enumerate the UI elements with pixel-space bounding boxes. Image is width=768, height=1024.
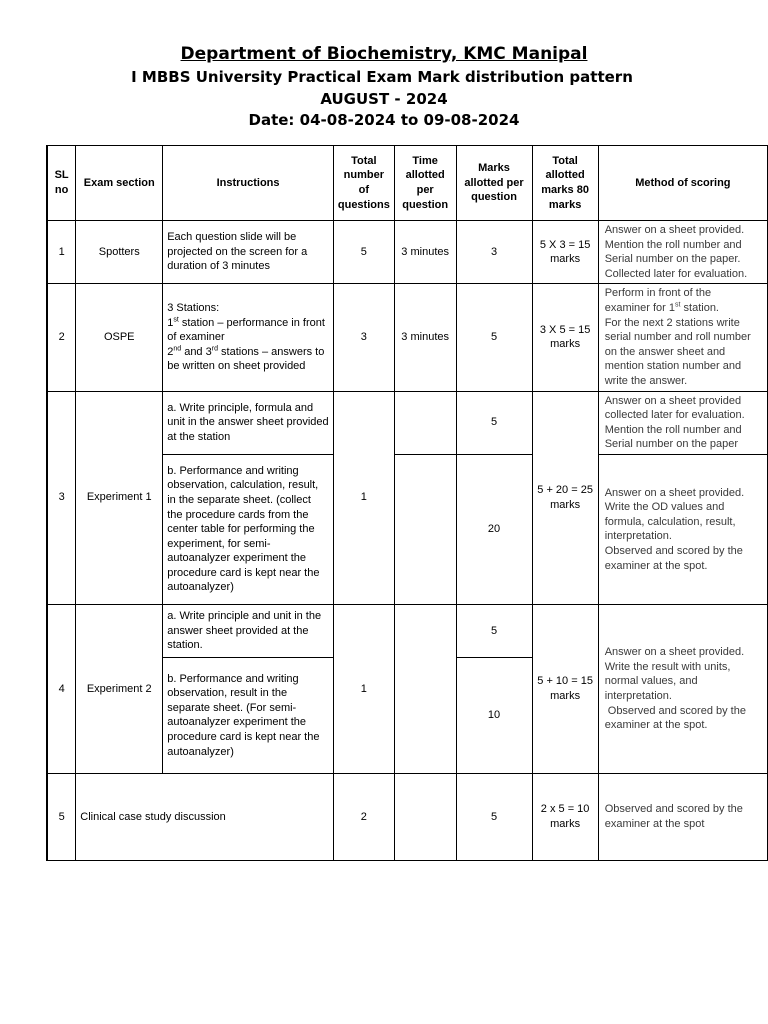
cell-marks: 5 (456, 773, 532, 860)
cell-method-b (598, 454, 767, 604)
cell-time (394, 604, 456, 773)
col-header-total-questions: Total number of questions (333, 146, 394, 221)
cell-method (598, 773, 767, 860)
method-line: For the next 2 stations write (604, 316, 740, 329)
method-line: mention station number and (604, 360, 742, 373)
col-header-method: Method of scoring (598, 146, 767, 221)
instruction-line: 3 Stations: (167, 301, 220, 314)
method-line: interpretation. (604, 689, 672, 702)
exam-month: AUGUST - 2024 (320, 90, 448, 108)
cell-instruction-b: b. Performance and writing observation, result in the separate sheet. (For semi-autoanalyzer experiment the procedure card is kept near the autoanalyzer) (163, 657, 334, 773)
method-line: Observed and scored by the (604, 803, 743, 816)
instruction-line: 1st station – performance in front of examiner (167, 315, 325, 344)
cell-instruction-a: a. Write principle and unit in the answer sheet provided at the station. (163, 604, 334, 657)
method-line: examiner at the spot. (604, 559, 708, 572)
cell-questions: 3 (333, 284, 394, 391)
col-header-sl-no: SL no (47, 146, 76, 221)
table-row (47, 221, 768, 284)
cell-sl: 2 (47, 284, 76, 391)
cell-sl: 5 (47, 773, 76, 860)
method-line: formula, calculation, result, (604, 515, 736, 528)
cell-marks: 5 (456, 284, 532, 391)
cell-marks: 3 (456, 221, 532, 284)
method-line: Serial number on the paper. (604, 253, 741, 266)
cell-total: 5 X 3 = 15 marks (532, 221, 598, 284)
cell-total: 2 x 5 = 10 marks (532, 773, 598, 860)
method-line: examiner at the spot (604, 817, 705, 830)
col-header-instructions: Instructions (163, 146, 334, 221)
cell-method (598, 604, 767, 773)
cell-time: 3 minutes (394, 284, 456, 391)
exam-subtitle: I MBBS University Practical Exam Mark distribution pattern (131, 68, 633, 86)
table-row (47, 391, 768, 454)
method-line: Write the result with units, (604, 660, 731, 673)
cell-section: OSPE (76, 284, 163, 391)
col-header-time-allotted: Time allotted per question (394, 146, 456, 221)
cell-sl: 3 (47, 391, 76, 604)
cell-instruction: Each question slide will be projected on the screen for a duration of 3 minutes (163, 221, 334, 284)
cell-questions: 1 (333, 604, 394, 773)
method-line: examiner at the spot. (604, 719, 708, 732)
method-line: serial number and roll number (604, 331, 751, 344)
cell-total: 5 + 10 = 15 marks (532, 604, 598, 773)
method-line: examiner for 1st station. (604, 301, 719, 314)
cell-section: Experiment 1 (76, 391, 163, 604)
col-header-marks-allotted: Marks allotted per question (456, 146, 532, 221)
cell-instruction (163, 284, 334, 391)
cell-method (598, 284, 767, 391)
cell-questions: 5 (333, 221, 394, 284)
col-header-total-marks: Total allotted marks 80 marks (532, 146, 598, 221)
cell-time (394, 773, 456, 860)
method-line: Answer on a sheet provided. (604, 224, 745, 236)
method-line: Observed and scored by the (604, 545, 743, 557)
cell-questions: 1 (333, 391, 394, 604)
method-line: Write the OD values and (604, 501, 725, 514)
cell-sl: 1 (47, 221, 76, 284)
cell-time: 3 minutes (394, 221, 456, 284)
cell-method-a (598, 391, 767, 454)
table-header-row (47, 146, 768, 221)
method-line: write the answer. (604, 374, 688, 387)
col-header-exam-section: Exam section (76, 146, 163, 221)
department-title: Department of Biochemistry, KMC Manipal (180, 44, 588, 64)
method-line: interpretation. (604, 530, 672, 543)
cell-total: 5 + 20 = 25 marks (532, 391, 598, 604)
method-line: Answer on a sheet provided (604, 394, 742, 407)
method-line: normal values, and (604, 675, 698, 688)
cell-instruction-a: a. Write principle, formula and unit in the answer sheet provided at the station (163, 391, 334, 454)
cell-time (394, 454, 456, 604)
method-line: Mention the roll number and (604, 238, 742, 251)
cell-sl: 4 (47, 604, 76, 773)
cell-marks-a: 5 (456, 391, 532, 454)
table-row (47, 604, 768, 657)
method-line: Serial number on the paper (604, 438, 739, 451)
cell-marks-b: 20 (456, 454, 532, 604)
method-line: on the answer sheet and (604, 345, 726, 358)
method-line: Perform in front of the (604, 287, 712, 300)
cell-marks-b: 10 (456, 657, 532, 773)
method-line: Collected later for evaluation. (604, 267, 748, 280)
cell-method (598, 221, 767, 284)
table-row (47, 773, 768, 860)
mark-distribution-table (46, 145, 768, 861)
cell-section: Spotters (76, 221, 163, 284)
cell-section: Experiment 2 (76, 604, 163, 773)
table-row (47, 284, 768, 391)
method-line: Answer on a sheet provided. (604, 646, 745, 659)
cell-time (394, 391, 456, 454)
cell-questions: 2 (333, 773, 394, 860)
method-line: Observed and scored by the (604, 704, 746, 717)
method-line: Mention the roll number and (604, 423, 742, 436)
exam-date: Date: 04-08-2024 to 09-08-2024 (248, 111, 520, 129)
method-line: Answer on a sheet provided. (604, 486, 745, 499)
instruction-line: 2nd and 3rd stations – answers to be written on sheet provided (167, 345, 325, 373)
cell-total: 3 X 5 = 15 marks (532, 284, 598, 391)
cell-marks-a: 5 (456, 604, 532, 657)
cell-instruction-b: b. Performance and writing observation, calculation, result, in the separate sheet. (collect the procedure cards from the center table for performing the experiment, for semi-autoanalyzer experiment the procedure card is kept near the autoanalyzer) (163, 454, 334, 604)
method-line: collected later for evaluation. (604, 409, 745, 422)
cell-section: Clinical case study discussion (76, 773, 334, 860)
